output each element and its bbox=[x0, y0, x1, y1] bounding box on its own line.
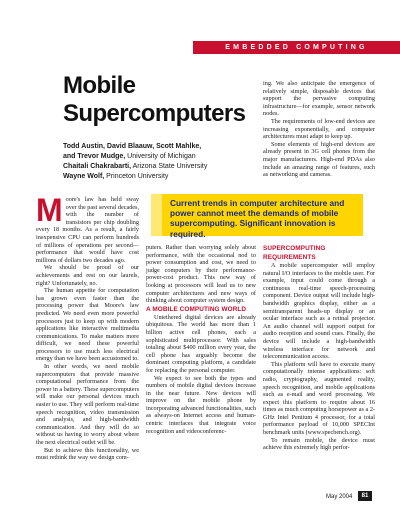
paragraph: A mobile supercomputer will employ natural I/O interfaces to the mobile user. For example, input could come through a continuous real-time speech-processing component. Device output will include high-bandwidth graphics display, either as a semitransparent heads-up display or an ocular interface such as a retinal projector. An audio channel will support output for audio reception and sound cues. Finally, the device will include a high-bandwidth wireless interface for network and telecommunication access. bbox=[263, 262, 375, 361]
body-column-3 bbox=[263, 244, 375, 452]
paragraph: ing. We also anticipate the emergence of relatively simple, disposable devices that support the pervasive computing infrastructure—for example, sensor network nodes. bbox=[263, 80, 375, 118]
author-line bbox=[63, 142, 263, 152]
title-line-1: Mobile bbox=[63, 72, 136, 99]
author-line bbox=[63, 172, 263, 182]
section-heading: SUPERCOMPUTING REQUIREMENTS bbox=[263, 245, 326, 261]
body-column-2 bbox=[146, 244, 256, 435]
author-names: Chaitali Chakrabarti, bbox=[63, 163, 132, 170]
author-block bbox=[63, 142, 263, 182]
section-header-banner: EMBEDDED COMPUTING bbox=[193, 41, 400, 54]
author-names: and Trevor Mudge, bbox=[63, 153, 126, 160]
paragraph bbox=[36, 192, 140, 264]
article-title bbox=[63, 72, 253, 128]
drop-cap: M bbox=[36, 192, 63, 228]
author-affiliation: Arizona State University bbox=[131, 163, 208, 170]
author-names: Wayne Wolf, bbox=[63, 173, 105, 180]
author-affiliation: Princeton University bbox=[104, 173, 169, 180]
author-line bbox=[63, 152, 263, 162]
body-column-1 bbox=[36, 192, 140, 462]
issue-date: May 2004 bbox=[326, 494, 353, 500]
title-line-2: Supercomputers bbox=[63, 100, 246, 127]
paragraph: In other words, we need mobile supercomputers that provide massive computational performance from the power in a battery. These supercomputers will make our personal devices much easier to use. They will perform real-time speech recognition, video transmission and analysis, and high-bandwidth communication. And they will do so without us having to worry about where the next electrical outlet will be. bbox=[36, 363, 139, 446]
paragraph: puters. Rather than worrying solely about performance, with the occasional nod to power consumption and cost, we need to judge computers by their performance-power-cost product. This new way of looking at processors will lead us to new computer architectures and new ways of thinking about computer system design. bbox=[146, 244, 256, 305]
paragraph: But to achieve this functionality, we must rethink the way we design com- bbox=[36, 446, 139, 462]
paragraph: This platform will have to execute many computationally intense applications: soft radio, cryptography, augmented reality, speech recognition, and mobile applications such as e-mail and word processing. We expect this platform to require about 16 times as much computing horsepower as a 2-GHz Intel Pentium 4 processor, for a total performance payload of 10,000 SPECInt benchmark units (www.specbench.org). bbox=[263, 360, 375, 437]
page-number: 81 bbox=[358, 491, 372, 501]
paragraph: We expect to see both the types and numbers of mobile digital devices increase in the near future. New devices will improve on the mobile phone by incorporating advanced functionalities, such as always-on Internet access and human-centric interfaces that integrate voice recognition and videoconferenc- bbox=[146, 374, 256, 435]
pull-quote: Current trends in computer architecture and power cannot meet the demands of mobile supercomputing. Significant innovation is required. bbox=[151, 194, 363, 236]
paragraph: Some elements of high-end devices are already present in 3G cell phones from the major manufacturers. High-end PDAs also include an amazing range of features, such as networking and cameras. bbox=[263, 140, 375, 179]
body-column-top-right bbox=[263, 80, 375, 179]
paragraph: The human appetite for computation has grown even faster than the processing power that Moore's law predicted. We need even more powerful processors just to keep up with modern applications like interactive multimedia communications. To make matters more difficult, we need these powerful processors to use much less electrical energy than we have been accustomed to. bbox=[36, 287, 139, 363]
paragraph-text: oore's law has held sway over the past several decades, with the number of transistors per chip doubling every 18 months. As a result, a fairly inexpensive CPU can perform hundreds of millions of operations per second—performance that would have cost millions of dollars two decades ago. bbox=[36, 196, 140, 264]
paragraph: The requirements of low-end devices are increasing exponentially, and computer architectures must adapt to keep up. bbox=[263, 117, 375, 141]
paragraph: We should be proud of our achievements and rest on our laurels, right? Unfortunately, no. bbox=[36, 264, 139, 287]
paragraph: To remain mobile, the device must achieve this extremely high perfor- bbox=[263, 436, 375, 452]
paragraph: Untethered digital devices are already ubiquitous. The world has more than 1 billion active cell phones, each a sophisticated multiprocessor. With sales totaling about $400 million every year, the cell phone has arguably become the dominant computing platform, a candidate for replacing the personal computer. bbox=[146, 313, 256, 374]
section-heading: A MOBILE COMPUTING WORLD bbox=[146, 305, 247, 313]
author-line bbox=[63, 162, 263, 172]
author-affiliation: University of Michigan bbox=[125, 153, 196, 160]
author-names: Todd Austin, David Blaauw, Scott Mahlke, bbox=[63, 143, 202, 150]
